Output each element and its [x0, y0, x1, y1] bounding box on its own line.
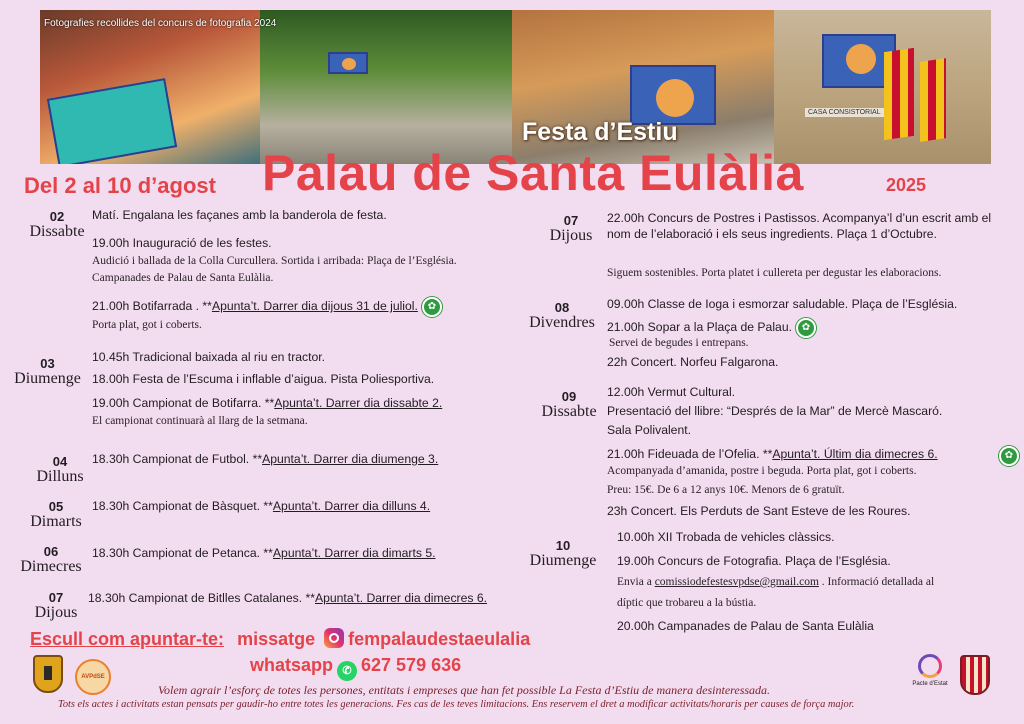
note-10-leaflet: díptic que trobareu a la bústia.: [617, 597, 757, 609]
event-08-ioga: 09.00h Classe de Ioga i esmorzar saludable. Plaça de l’Església.: [607, 297, 958, 311]
banner-flag: [47, 78, 177, 164]
event-07-postres: 22.00h Concurs de Postres i Pastissos. Acompanya’l d’un escrit amb el nom de l’elaboració i els seus ingredients. Plaça 1 d’Octubre.: [607, 211, 992, 242]
day-07-left: 07 Dijous: [34, 590, 78, 621]
event-02-botifarrada: 21.00h Botifarrada . **Apunta’t. Darrer dia dijous 31 de juliol. ✿: [92, 297, 442, 317]
senyera-flag-2: [920, 58, 946, 142]
day-08: 08 Divendres: [529, 300, 595, 331]
event-03-foam: 18.00h Festa de l’Escuma i inflable d’aigua. Pista Poliesportiva.: [92, 372, 435, 386]
page-title: Palau de Santa Eulàlia: [262, 145, 804, 201]
event-10-photo-contest: 19.00h Concurs de Fotografia. Plaça de l’Església.: [617, 554, 891, 568]
whatsapp-label: whatsapp: [250, 655, 334, 675]
day-05: 05 Dimarts: [30, 499, 82, 530]
note-02-audition: Audició i ballada de la Colla Curcullera. Sortida i arribada: Plaça de l’Església.: [92, 255, 457, 267]
whatsapp-icon: ✆: [337, 661, 357, 681]
instagram-icon: [324, 628, 344, 648]
county-shield-logo: [960, 655, 990, 695]
event-10-bells: 20.00h Campanades de Palau de Santa Eulàlia: [617, 619, 874, 633]
photo-banner: [40, 10, 991, 164]
signup-link[interactable]: Apunta’t. Darrer dia dilluns 4.: [272, 499, 431, 513]
day-09: 09 Dissabte: [541, 389, 597, 420]
phone-number[interactable]: 627 579 636: [361, 655, 462, 675]
date-range: Del 2 al 10 d’agost: [24, 173, 216, 198]
event-08-sopar: 21.00h Sopar a la Plaça de Palau. ✿: [607, 318, 816, 338]
small-flag: [328, 52, 368, 74]
vegan-icon: ✿: [999, 446, 1019, 466]
note-08-sopar: Servei de begudes i entrepans.: [609, 337, 749, 349]
thanks-text: Volem agrair l’esforç de totes les persones, entitats i empreses que han fet possible La Festa d’Estiu de manera desinteressada.: [158, 683, 771, 697]
signup-link[interactable]: Apunta’t. Darrer dia dissabte 2.: [274, 396, 443, 410]
instagram-handle[interactable]: fempalaudestaeulalia: [348, 629, 531, 649]
signup-link[interactable]: Apunta’t. Últim dia dimecres 6.: [772, 447, 938, 461]
event-05-basketball: 18.30h Campionat de Bàsquet. **Apunta’t. Darrer dia dilluns 4.: [92, 499, 431, 513]
contact-line-whatsapp: [250, 655, 461, 681]
signup-link[interactable]: Apunta’t. Darrer dia dijous 31 de juliol.: [211, 299, 418, 314]
event-02-morning: Matí. Engalana les façanes amb la banderola de festa.: [92, 208, 387, 222]
signup-link[interactable]: Apunta’t. Darrer dia diumenge 3.: [262, 452, 439, 466]
festa-title: Festa d’Estiu: [522, 118, 678, 146]
event-09-hall: Sala Polivalent.: [607, 423, 692, 437]
signup-link[interactable]: Apunta’t. Darrer dia dimecres 6.: [314, 591, 488, 605]
senyera-flag-1: [884, 48, 914, 140]
message-label: missatge: [237, 629, 316, 649]
day-02: 02 Dissabte: [29, 209, 85, 240]
day-10: 10 Diumenge: [529, 538, 597, 569]
note-02-botifarrada: Porta plat, got i coberts.: [92, 319, 202, 331]
contact-line-instagram: [30, 628, 530, 650]
signup-link[interactable]: Apunta’t. Darrer dia dimarts 5.: [272, 546, 436, 560]
note-07-postres: Siguem sostenibles. Porta platet i cullereta per degustar les elaboracions.: [607, 267, 942, 279]
event-08-concert: 22h Concert. Norfeu Falgarona.: [607, 355, 779, 369]
avpse-logo: AVPdSE: [75, 659, 111, 695]
vegan-icon: ✿: [422, 297, 442, 317]
event-07-bitlles: 18.30h Campionat de Bitlles Catalanes. **Apunta’t. Darrer dia dimecres 6.: [88, 591, 488, 605]
day-04: 04 Dilluns: [36, 454, 84, 485]
event-09-vermut: 12.00h Vermut Cultural.: [607, 385, 736, 399]
email-link[interactable]: comissiodefestesvpdse@gmail.com: [654, 576, 819, 588]
note-09-price: Preu: 15€. De 6 a 12 anys 10€. Menors de 6 gratuït.: [607, 484, 845, 496]
event-03-botifarra: 19.00h Campionat de Botifarra. **Apunta’t. Darrer dia dissabte 2.: [92, 396, 443, 410]
event-02-inauguration: 19.00h Inauguració de les festes.: [92, 236, 272, 250]
day-07-right: 07 Dijous: [549, 213, 593, 244]
photo-balcony: [40, 10, 260, 164]
event-06-petanca: 18.30h Campionat de Petanca. **Apunta’t. Darrer dia dimarts 5.: [92, 546, 436, 560]
event-09-fideuada: 21.00h Fideuada de l’Ofelia. **Apunta’t. Últim dia dimecres 6.: [607, 447, 938, 461]
note-03-championship: El campionat continuarà al llarg de la setmana.: [92, 415, 308, 427]
day-06: 06 Dimecres: [20, 544, 82, 575]
event-09-book: Presentació del llibre: “Després de la Mar” de Mercè Mascaró.: [607, 404, 943, 418]
banner-caption: Fotografies recollides del concurs de fotografia 2024: [44, 18, 277, 29]
signup-label: Escull com apuntar-te:: [30, 629, 225, 649]
event-03-tractor: 10.45h Tradicional baixada al riu en tractor.: [92, 350, 326, 364]
note-02-bells: Campanades de Palau de Santa Eulàlia.: [92, 272, 274, 284]
pacte-estat-logo: Pacte d’Estat: [910, 654, 950, 698]
note-10-email: Envia a comissiodefestesvpdse@gmail.com . Informació detallada al: [617, 576, 935, 588]
disclaimer-text: Tots els actes i activitats estan pensats per gaudir-ho entre totes les generacions. Fes cas de les teves limitacions. Ens reservem el dret a modificar activitats/horaris per causes de força major.: [58, 699, 855, 710]
photo-courtyard: [260, 10, 512, 164]
event-04-football: 18.30h Campionat de Futbol. **Apunta’t. Darrer dia diumenge 3.: [92, 452, 439, 466]
photo-town-hall: [774, 10, 991, 164]
event-10-vehicles: 10.00h XII Trobada de vehicles clàssics.: [617, 530, 835, 544]
municipal-shield-logo: [33, 655, 63, 693]
pacte-ring-icon: [918, 654, 942, 678]
vegan-icon: ✿: [796, 318, 816, 338]
event-09-concert: 23h Concert. Els Perduts de Sant Esteve de les Roures.: [607, 504, 911, 518]
day-03: 03 Diumenge: [14, 356, 81, 387]
casa-consistorial-sign: CASA CONSISTORIAL: [805, 108, 884, 117]
tractor-flag: [630, 65, 716, 125]
year: 2025: [886, 175, 927, 195]
note-09-fideuada: Acompanyada d’amanida, postre i beguda. Porta plat, got i coberts.: [607, 465, 917, 477]
